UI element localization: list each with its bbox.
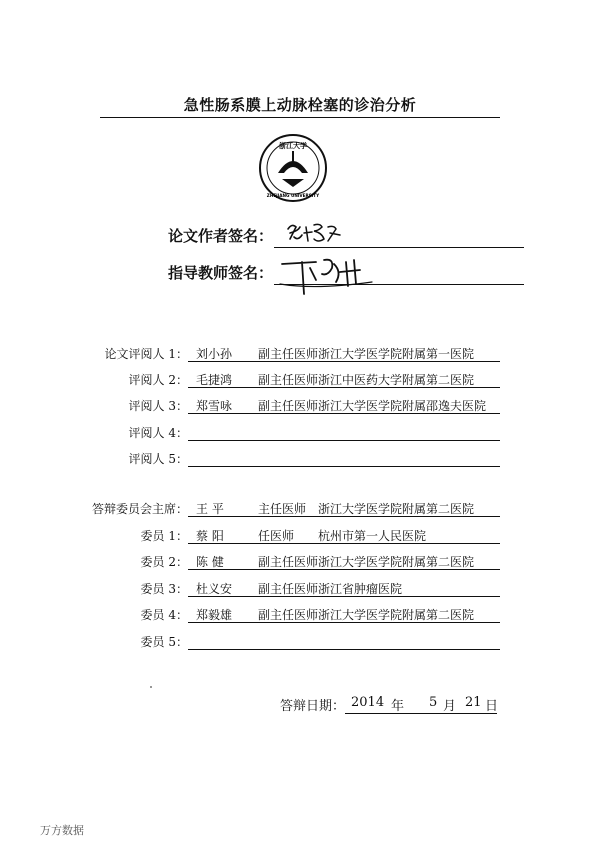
reviewer-name: 毛捷鸿 bbox=[196, 373, 233, 387]
reviewer-name: 郑雪咏 bbox=[196, 399, 233, 413]
committee-title: 副主任医师 bbox=[258, 555, 319, 569]
committee-underline bbox=[188, 622, 500, 623]
committee-row-1 bbox=[140, 527, 508, 547]
committee-row-5 bbox=[140, 633, 508, 653]
committee-underline bbox=[188, 569, 500, 570]
committee-underline bbox=[188, 543, 500, 544]
footer-watermark: 万方数据 bbox=[40, 824, 84, 837]
reviewer-row-4 bbox=[128, 424, 508, 444]
defense-date-underline bbox=[345, 713, 497, 714]
committee-label: 委员 3： bbox=[140, 582, 188, 596]
committee-label: 委员 2： bbox=[140, 555, 188, 569]
committee-underline bbox=[188, 649, 500, 650]
committee-row-3 bbox=[140, 580, 508, 600]
committee-org: 浙江大学医学院附属第二医院 bbox=[318, 555, 475, 569]
committee-label: 委员 1： bbox=[140, 529, 188, 543]
committee-name: 郑毅雄 bbox=[196, 608, 233, 622]
reviewer-row-3 bbox=[128, 397, 508, 417]
reviewer-row-1 bbox=[104, 345, 508, 365]
reviewer-label: 评阅人 2： bbox=[128, 373, 188, 387]
committee-chair-row bbox=[91, 500, 508, 520]
reviewer-row-2 bbox=[128, 371, 508, 391]
reviewer-underline bbox=[188, 466, 500, 467]
logo-year: 1897 bbox=[287, 173, 299, 178]
reviewer-title: 副主任医师 bbox=[258, 373, 319, 387]
defense-date-row bbox=[279, 695, 505, 715]
committee-label: 答辩委员会主席： bbox=[91, 502, 188, 516]
defense-date-year-unit: 年 bbox=[391, 699, 405, 714]
committee-row-2 bbox=[140, 553, 508, 573]
committee-org: 浙江大学医学院附属第二医院 bbox=[318, 608, 475, 622]
title-rule bbox=[100, 117, 500, 118]
reviewer-org: 浙江中医药大学附属第二医院 bbox=[318, 373, 475, 387]
defense-date-month-unit: 月 bbox=[443, 699, 457, 714]
logo-subtext: ZHEJIANG UNIVERSITY bbox=[266, 193, 320, 198]
committee-title: 副主任医师 bbox=[258, 608, 319, 622]
reviewer-label: 评阅人 3： bbox=[128, 399, 188, 413]
scan-speck bbox=[150, 686, 152, 688]
committee-underline bbox=[188, 596, 500, 597]
reviewer-title: 副主任医师 bbox=[258, 399, 319, 413]
defense-date-day-unit: 日 bbox=[485, 699, 499, 714]
author-handwritten-signature bbox=[284, 219, 344, 249]
defense-date-month: 5 bbox=[429, 695, 438, 710]
author-signature-row bbox=[168, 225, 528, 251]
committee-label: 委员 5： bbox=[140, 635, 188, 649]
thesis-title: 急性肠系膜上动脉栓塞的诊治分析 bbox=[183, 96, 417, 114]
defense-date-day: 21 bbox=[465, 695, 482, 710]
advisor-handwritten-signature bbox=[276, 254, 386, 304]
reviewer-underline bbox=[188, 413, 500, 414]
advisor-signature-label: 指导教师签名： bbox=[168, 264, 274, 282]
committee-row-4 bbox=[140, 606, 508, 626]
committee-name: 陈 健 bbox=[196, 555, 224, 569]
reviewer-title: 副主任医师 bbox=[258, 347, 319, 361]
committee-title: 副主任医师 bbox=[258, 582, 319, 596]
committee-org: 浙江大学医学院附属第二医院 bbox=[318, 502, 475, 516]
reviewer-row-5 bbox=[128, 450, 508, 470]
committee-name: 杜义安 bbox=[196, 582, 233, 596]
reviewer-name: 刘小孙 bbox=[196, 347, 233, 361]
zhejiang-university-logo-icon bbox=[258, 133, 328, 203]
reviewer-label: 评阅人 5： bbox=[128, 452, 188, 466]
committee-name: 蔡 阳 bbox=[196, 529, 224, 543]
committee-title: 主任医师 bbox=[258, 502, 307, 516]
committee-org: 杭州市第一人民医院 bbox=[318, 529, 427, 543]
committee-title: 任医师 bbox=[258, 529, 295, 543]
defense-date-label: 答辩日期： bbox=[279, 699, 345, 714]
author-signature-label: 论文作者签名： bbox=[168, 227, 274, 245]
reviewer-org: 浙江大学医学院附属邵逸夫医院 bbox=[318, 399, 487, 413]
reviewer-label: 论文评阅人 1： bbox=[104, 347, 188, 361]
committee-underline bbox=[188, 516, 500, 517]
defense-date-year: 2014 bbox=[351, 695, 385, 710]
reviewer-org: 浙江大学医学院附属第一医院 bbox=[318, 347, 475, 361]
advisor-signature-row bbox=[168, 262, 528, 288]
committee-org: 浙江省肿瘤医院 bbox=[318, 582, 403, 596]
reviewer-label: 评阅人 4： bbox=[128, 426, 188, 440]
committee-name: 王 平 bbox=[196, 502, 224, 516]
committee-label: 委员 4： bbox=[140, 608, 188, 622]
reviewer-underline bbox=[188, 440, 500, 441]
reviewer-underline bbox=[188, 387, 500, 388]
reviewer-underline bbox=[188, 361, 500, 362]
logo-text: 浙江大学 bbox=[279, 141, 307, 150]
